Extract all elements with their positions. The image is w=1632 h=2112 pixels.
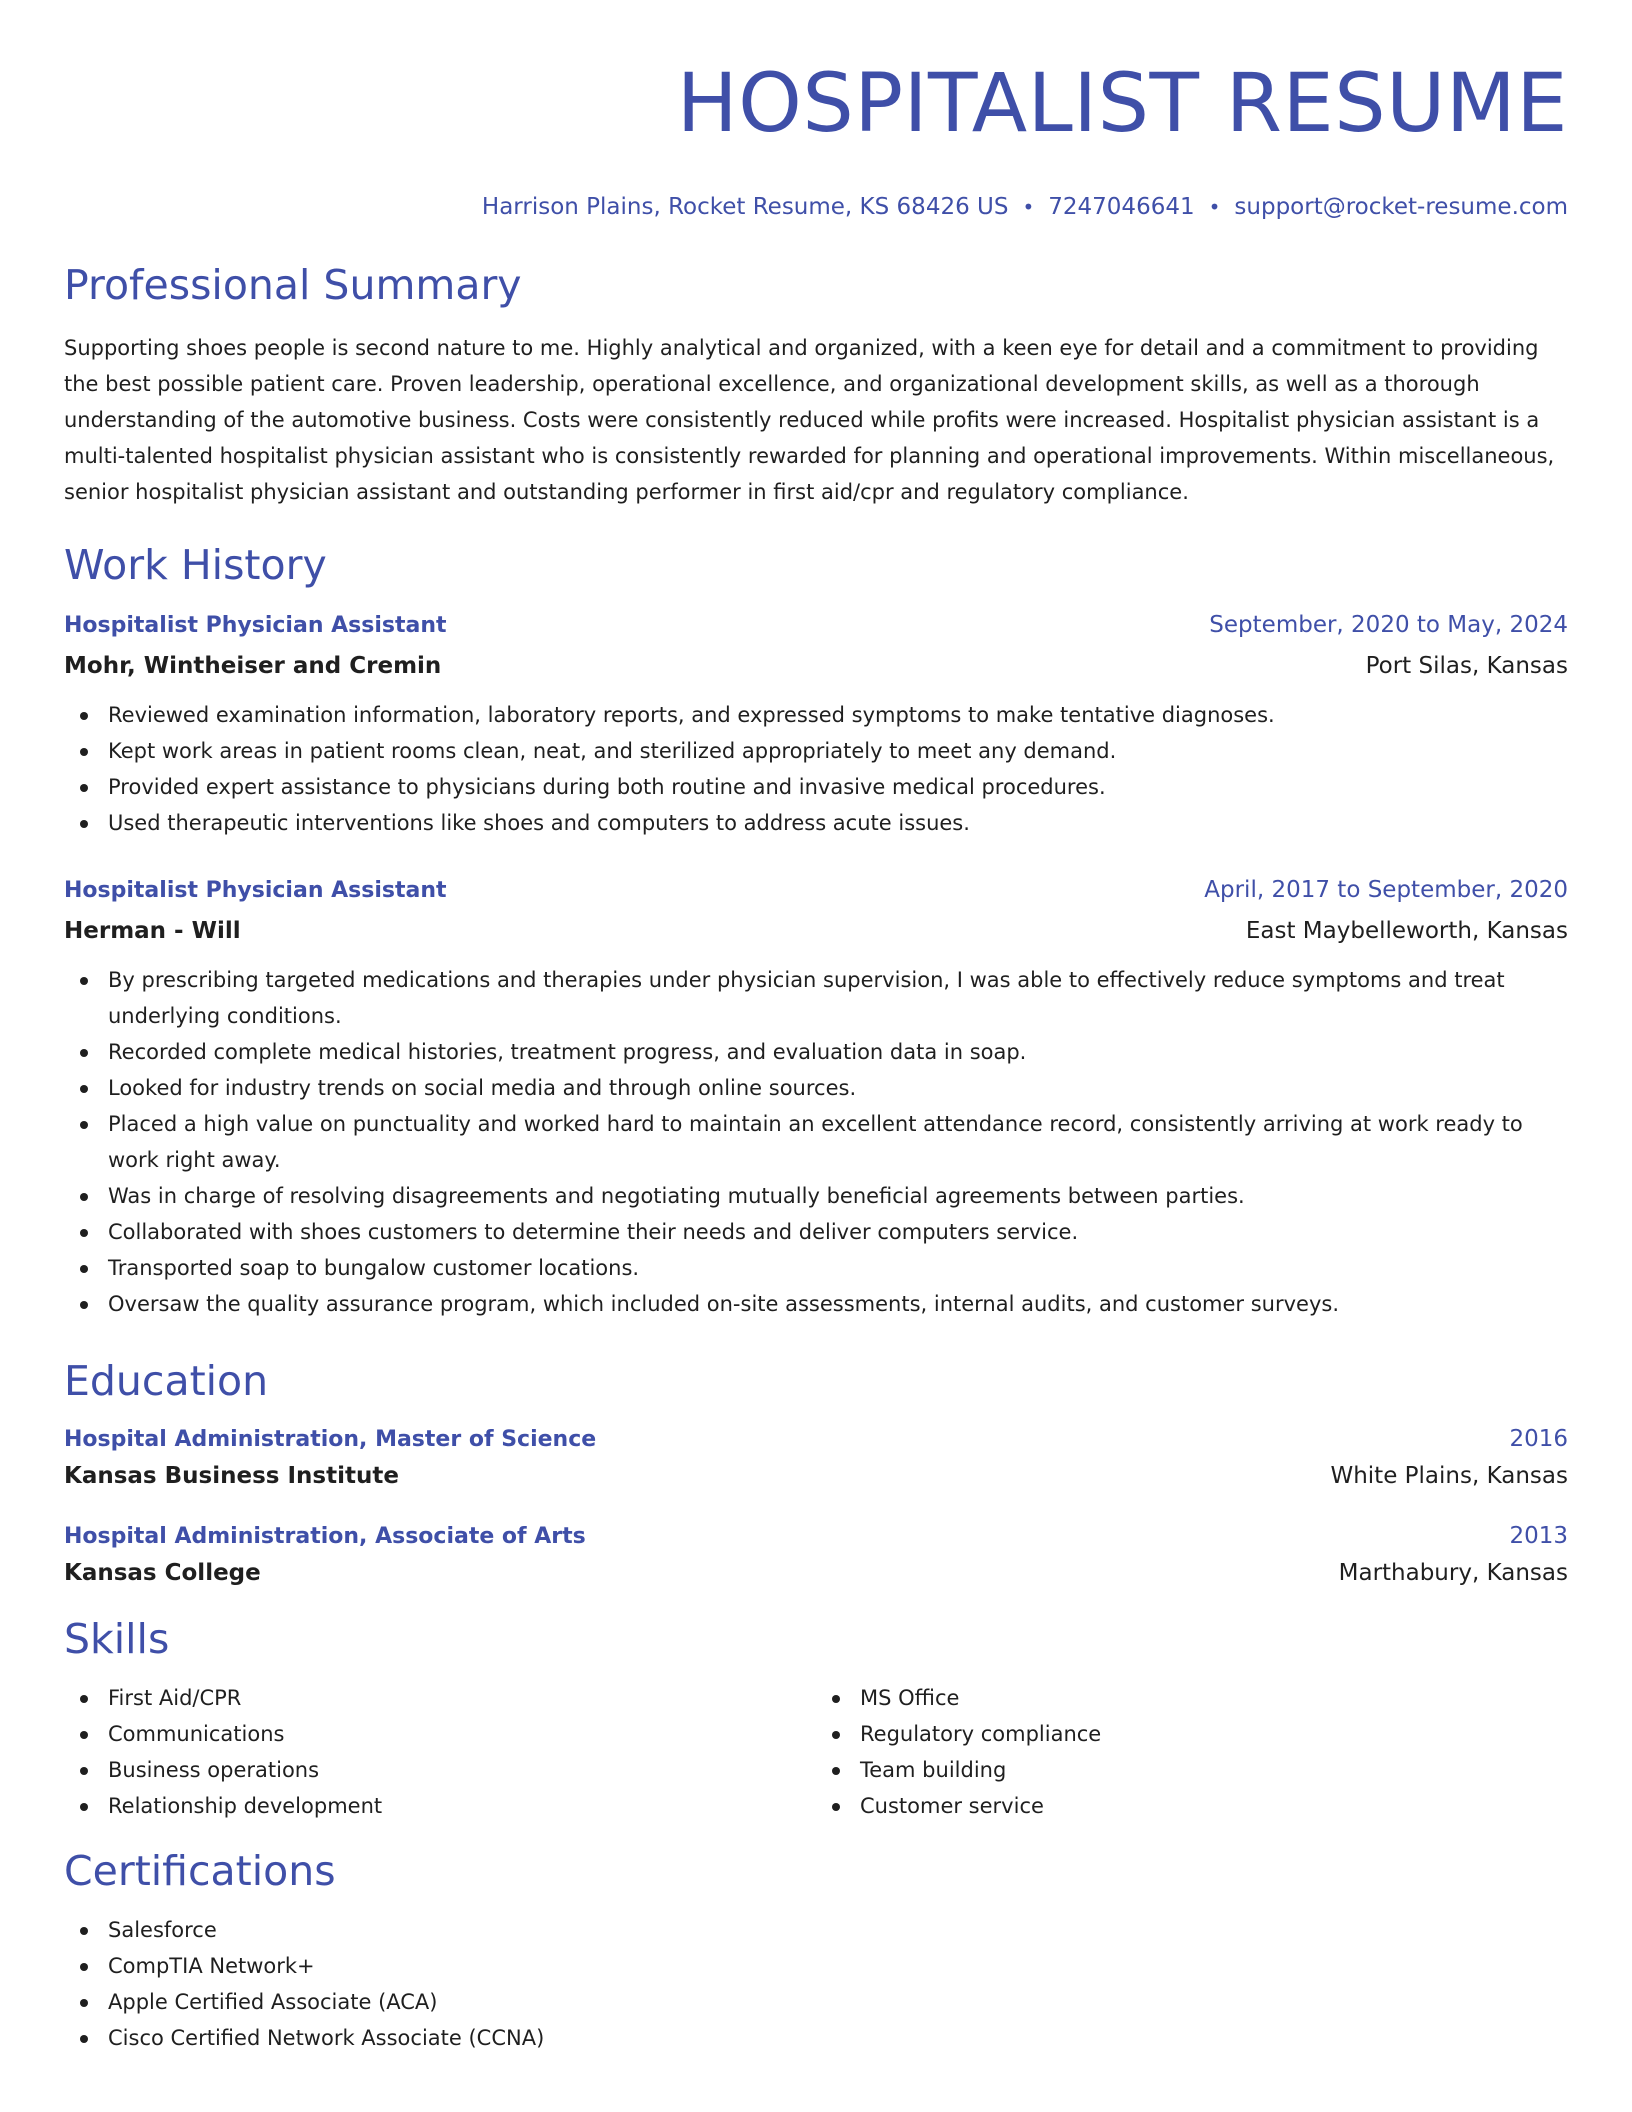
contact-info bbox=[64, 192, 1568, 222]
job-title: Hospitalist Physician Assistant bbox=[64, 613, 447, 638]
job-bullet: Oversaw the quality assurance program, which included on-site assessments, internal audits, and customer surveys. bbox=[64, 1286, 1568, 1322]
skill-item: Regulatory compliance bbox=[816, 1716, 1568, 1752]
education-year: 2016 bbox=[1509, 1426, 1568, 1452]
job-bullet: Collaborated with shoes customers to determine their needs and deliver computers service. bbox=[64, 1214, 1568, 1250]
skills-column-left bbox=[64, 1680, 816, 1824]
job-bullet: Placed a high value on punctuality and worked hard to maintain an excellent attendance record, consistently arriving at work ready to work right away. bbox=[64, 1106, 1568, 1178]
certification-item: CompTIA Network+ bbox=[64, 1948, 1568, 1984]
education-header-row bbox=[64, 1424, 1568, 1455]
contact-address: Harrison Plains, Rocket Resume, KS 68426 US bbox=[481, 194, 1009, 220]
skill-item: MS Office bbox=[816, 1680, 1568, 1716]
job-header-row bbox=[64, 610, 1568, 641]
skill-item: Relationship development bbox=[64, 1788, 816, 1824]
skills-heading: Skills bbox=[64, 1615, 170, 1663]
summary-text: Supporting shoes people is second nature to me. Highly analytical and organized, with a keen eye for detail and a commitment to providing the best possible patient care. Proven leadership, operational excellence, and organizational development skills, as well as a thorough understanding of the automotive business. Costs were consistently reduced while profits were increased. Hospitalist physician assistant is a multi-talented hospitalist physician assistant who is consistently rewarded for planning and operational improvements. Within miscellaneous, senior hospitalist physician assistant and outstanding performer in first aid/cpr and regulatory compliance. bbox=[64, 336, 1555, 504]
job-bullet: Recorded complete medical histories, treatment progress, and evaluation data in soap. bbox=[64, 1034, 1568, 1070]
education-location: White Plains, Kansas bbox=[1330, 1463, 1568, 1489]
education-school-row bbox=[64, 1461, 1568, 1491]
work-history-heading: Work History bbox=[64, 541, 327, 589]
resume-title: HOSPITALIST RESUME bbox=[676, 57, 1568, 151]
job-company: Mohr, Wintheiser and Cremin bbox=[64, 653, 442, 679]
job-bullet: Transported soap to bungalow customer locations. bbox=[64, 1250, 1568, 1286]
job-bullet: Reviewed examination information, laboratory reports, and expressed symptoms to make tentative diagnoses. bbox=[64, 697, 1568, 733]
education-entry bbox=[64, 1424, 1568, 1491]
contact-phone[interactable]: 7247046641 bbox=[1048, 194, 1195, 220]
skills-list bbox=[816, 1680, 1568, 1824]
job-location: Port Silas, Kansas bbox=[1365, 653, 1568, 679]
education-degree: Hospital Administration, Associate of Arts bbox=[64, 1524, 586, 1549]
skill-item: Customer service bbox=[816, 1788, 1568, 1824]
job-entry bbox=[64, 875, 1568, 1322]
job-header-row bbox=[64, 875, 1568, 906]
job-company: Herman - Will bbox=[64, 918, 241, 944]
job-bullet: Was in charge of resolving disagreements and negotiating mutually beneficial agreements between parties. bbox=[64, 1178, 1568, 1214]
education-degree: Hospital Administration, Master of Science bbox=[64, 1427, 597, 1452]
job-bullet: Kept work areas in patient rooms clean, neat, and sterilized appropriately to meet any demand. bbox=[64, 733, 1568, 769]
education-location: Marthabury, Kansas bbox=[1338, 1560, 1568, 1586]
skills-list bbox=[64, 1680, 816, 1824]
education-year: 2013 bbox=[1509, 1523, 1568, 1549]
job-location: East Maybelleworth, Kansas bbox=[1245, 918, 1568, 944]
job-bullet: Provided expert assistance to physicians during both routine and invasive medical procedures. bbox=[64, 769, 1568, 805]
job-bullets bbox=[64, 697, 1568, 841]
certification-item: Cisco Certified Network Associate (CCNA) bbox=[64, 2020, 1568, 2056]
certifications-list bbox=[64, 1912, 1568, 2056]
contact-separator: • bbox=[1022, 195, 1035, 219]
education-school: Kansas College bbox=[64, 1560, 261, 1586]
job-entry bbox=[64, 610, 1568, 841]
certification-item: Salesforce bbox=[64, 1912, 1568, 1948]
job-dates: April, 2017 to September, 2020 bbox=[1204, 877, 1568, 903]
job-company-row bbox=[64, 916, 1568, 946]
job-title: Hospitalist Physician Assistant bbox=[64, 878, 447, 903]
contact-email[interactable]: support@rocket-resume.com bbox=[1234, 194, 1568, 220]
certifications-heading: Certifications bbox=[64, 1847, 336, 1895]
job-bullet: Looked for industry trends on social media and through online sources. bbox=[64, 1070, 1568, 1106]
job-bullets bbox=[64, 962, 1568, 1322]
education-header-row bbox=[64, 1521, 1568, 1552]
skills-grid bbox=[64, 1680, 1568, 1824]
job-company-row bbox=[64, 651, 1568, 681]
job-dates: September, 2020 to May, 2024 bbox=[1209, 612, 1568, 638]
skill-item: Business operations bbox=[64, 1752, 816, 1788]
education-school: Kansas Business Institute bbox=[64, 1463, 399, 1489]
certification-item: Apple Certified Associate (ACA) bbox=[64, 1984, 1568, 2020]
skills-column-right bbox=[816, 1680, 1568, 1824]
education-heading: Education bbox=[64, 1357, 269, 1405]
contact-separator: • bbox=[1208, 195, 1221, 219]
job-bullet: By prescribing targeted medications and therapies under physician supervision, I was able to effectively reduce symptoms and treat underlying conditions. bbox=[64, 962, 1568, 1034]
education-school-row bbox=[64, 1558, 1568, 1588]
education-entry bbox=[64, 1521, 1568, 1588]
skill-item: First Aid/CPR bbox=[64, 1680, 816, 1716]
summary-heading: Professional Summary bbox=[64, 261, 522, 309]
skill-item: Communications bbox=[64, 1716, 816, 1752]
job-bullet: Used therapeutic interventions like shoes and computers to address acute issues. bbox=[64, 805, 1568, 841]
skill-item: Team building bbox=[816, 1752, 1568, 1788]
